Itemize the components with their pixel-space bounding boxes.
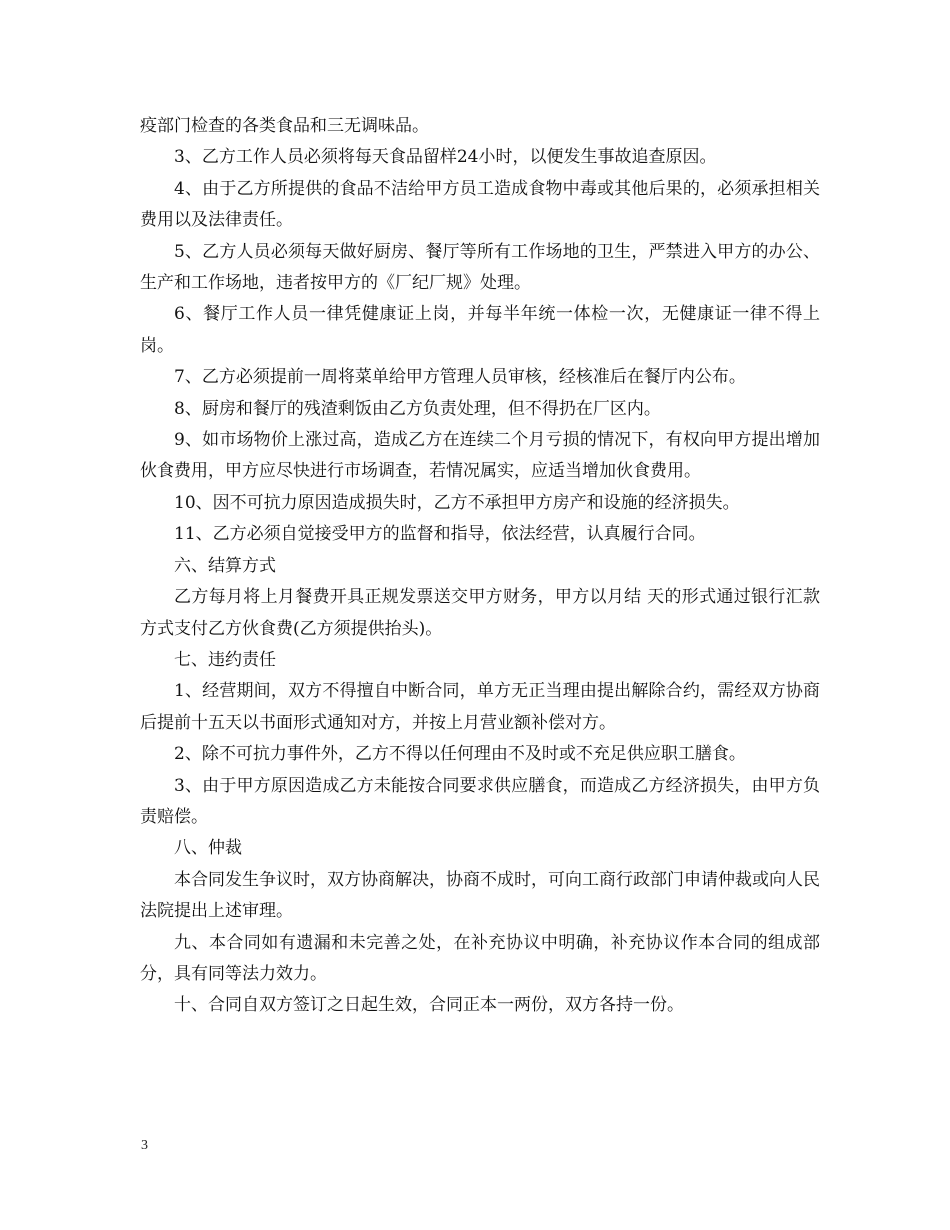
page-number: 3	[141, 1138, 148, 1153]
paragraph-section-10: 十、合同自双方签订之日起生效，合同正本一两份，双方各持一份。	[174, 995, 684, 1016]
paragraph-clause-6: 6、餐厅工作人员一律凭健康证上岗，并每半年统一体检一次，无健康证一律不得上岗。	[140, 304, 820, 356]
paragraph-arbitration: 本合同发生争议时，双方协商解决，协商不成时，可向工商行政部门申请仲裁或向人民法院提出上述审理。	[140, 869, 820, 922]
paragraph-liability-3: 3、由于甲方原因造成乙方未能按合同要求供应膳食，而造成乙方经济损失，由甲方负责赔偿。	[140, 775, 820, 827]
section-heading-liability: 七、违约责任	[174, 649, 276, 670]
paragraph-clause-5: 5、乙方人员必须每天做好厨房、餐厅等所有工作场地的卫生，严禁进入甲方的办公、生产和工作场地，违者按甲方的《厂纪厂规》处理。	[140, 241, 820, 294]
section-heading-arbitration: 八、仲裁	[174, 838, 242, 859]
paragraph-continuation: 疫部门检查的各类食品和三无调味品。	[140, 116, 429, 136]
paragraph-clause-7: 7、乙方必须提前一周将菜单给甲方管理人员审核，经核准后在餐厅内公布。	[174, 367, 746, 388]
paragraph-clause-9: 9、如市场物价上涨过高，造成乙方在连续二个月亏损的情况下，有权向甲方提出增加伙食费用，甲方应尽快进行市场调查，若情况属实，应适当增加伙食费用。	[140, 430, 820, 482]
paragraph-clause-4: 4、由于乙方所提供的食品不洁给甲方员工造成食物中毒或其他后果的，必须承担相关费用以及法律责任。	[140, 178, 820, 231]
document-body	[140, 111, 820, 1022]
paragraph-clause-3: 3、乙方工作人员必须将每天食品留样24小时，以便发生事故追查原因。	[174, 147, 717, 168]
paragraph-clause-8: 8、厨房和餐厅的残渣剩饭由乙方负责处理，但不得扔在厂区内。	[174, 398, 661, 419]
paragraph-section-9: 九、本合同如有遗漏和未完善之处，在补充协议中明确，补充协议作本合同的组成部分，具有同等法力效力。	[140, 932, 820, 984]
paragraph-liability-1: 1、经营期间，双方不得擅自中断合同，单方无正当理由提出解除合约，需经双方协商后提前十五天以书面形式通知对方，并按上月营业额补偿对方。	[140, 681, 820, 733]
paragraph-settlement: 乙方每月将上月餐费开具正规发票送交甲方财务，甲方以月结 天的形式通过银行汇款方式支付乙方伙食费(乙方须提供抬头)。	[140, 587, 820, 639]
paragraph-clause-11: 11、乙方必须自觉接受甲方的监督和指导，依法经营，认真履行合同。	[174, 524, 706, 545]
paragraph-liability-2: 2、除不可抗力事件外，乙方不得以任何理由不及时或不充足供应职工膳食。	[174, 744, 746, 765]
paragraph-clause-10: 10、因不可抗力原因造成损失时，乙方不承担甲方房产和设施的经济损失。	[174, 492, 740, 513]
section-heading-settlement: 六、结算方式	[174, 555, 276, 576]
